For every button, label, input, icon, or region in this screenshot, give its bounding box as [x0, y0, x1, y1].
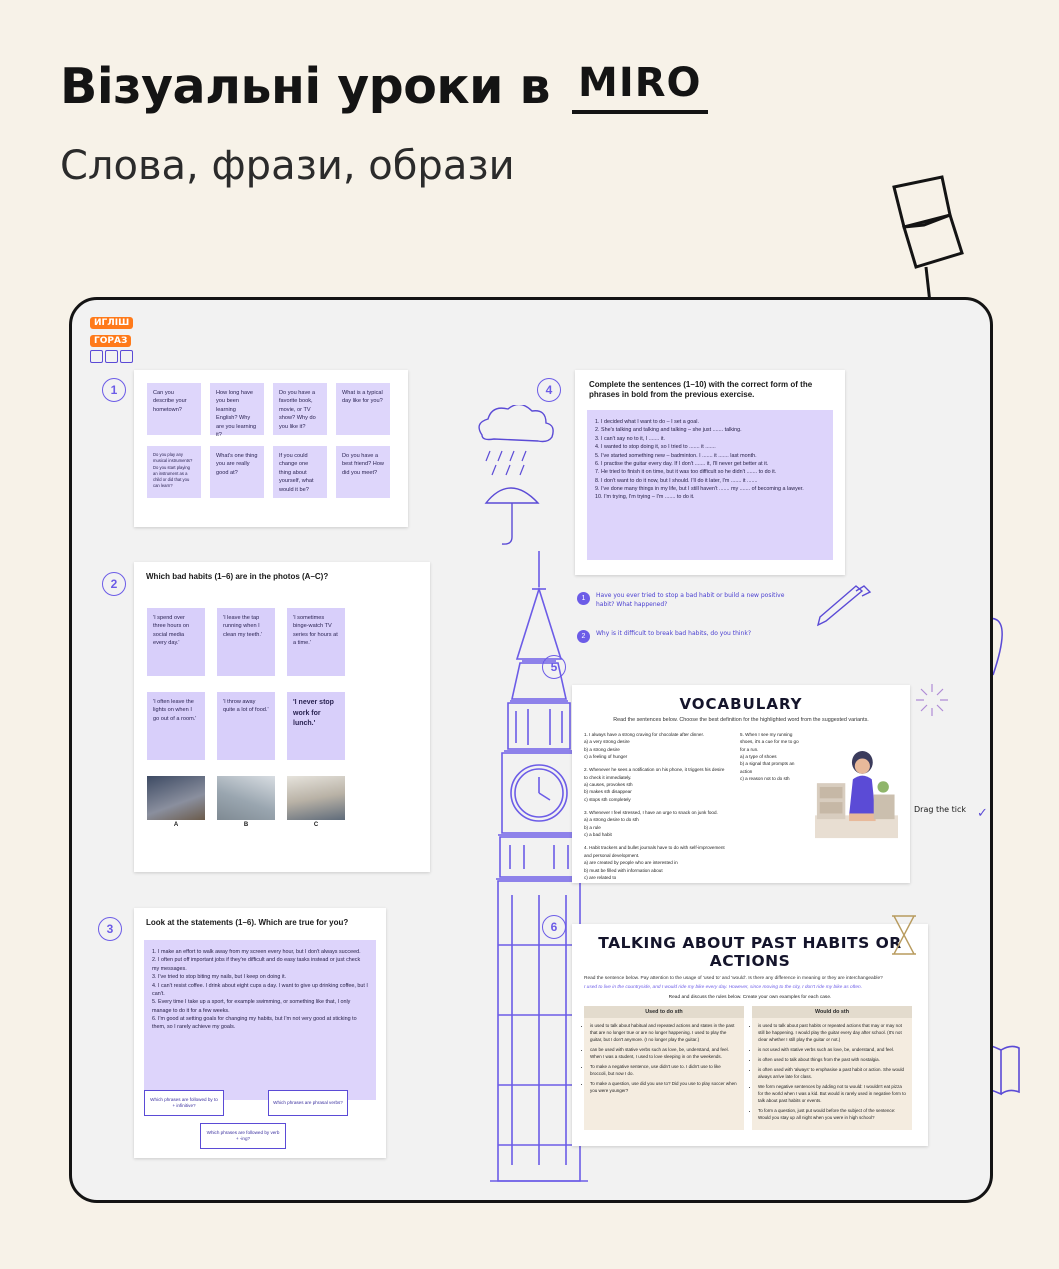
- statement-item: 1. I make an effort to walk away from my screen every hour, but I don't always succeed.: [152, 949, 361, 955]
- statement-item: 4. I can't resist coffee. I drink about eight cups a day. I want to give up drinking coffee, but I can't.: [152, 982, 368, 997]
- vocabulary-illustration: [815, 731, 898, 841]
- photo-label-a: A: [173, 822, 179, 828]
- photo-label-b: B: [243, 822, 249, 828]
- question-bubble-1[interactable]: Which phrases are followed by to + infinitive?: [144, 1090, 224, 1116]
- sentence-item: 8. I don't want to do it now, but I should. I'll do it later, I'm ....... it .......: [595, 477, 758, 484]
- card-bad-habits[interactable]: [134, 562, 430, 872]
- photo-label-c: C: [313, 822, 319, 828]
- past-habits-instruction: Read and discuss the rules below. Create your own examples for each case.: [668, 995, 832, 1000]
- logo-face-icon: [90, 350, 103, 363]
- umbrella-rain-doodle-icon: [470, 405, 560, 555]
- would-column: [752, 1006, 912, 1130]
- sentence-item: 1. I decided what I want to do – I set a goal.: [595, 419, 699, 425]
- rule-item: • To form a question, just put would before the subject of the sentence: Would you stay up all night when you were in high school?: [758, 1108, 906, 1122]
- rule-item: • is used to talk about habitual and repeated actions and states in the past that are no longer true or are no longer happening. I used to play the guitar, but I don't anymore. (I no longer play the guitar.): [590, 1023, 738, 1044]
- habit-photo-c: [287, 776, 345, 820]
- sentence-item: 9. I've done many things in my life, but I still haven't ....... my ....... of becoming a lawyer.: [595, 486, 804, 492]
- board-logo: [90, 312, 162, 356]
- sticky-note[interactable]: 'I often leave the lights on when I go out of a room.': [147, 692, 205, 760]
- vocabulary-title: VOCABULARY: [679, 695, 803, 713]
- vocab-question: 3. Whenever I feel stressed, I have an urge to snack on junk food.: [584, 810, 718, 816]
- card-complete-title: Complete the sentences (1–10) with the correct form of the phrases in bold from the previous exercise.: [589, 380, 813, 399]
- sticky-note[interactable]: What's one thing you are really good at?: [210, 446, 264, 498]
- vocab-option[interactable]: b) a strong desire: [584, 746, 620, 752]
- habit-photo-a: [147, 776, 205, 820]
- vocab-option[interactable]: b) a rule: [584, 824, 601, 830]
- hourglass-doodle-icon: [884, 910, 924, 960]
- would-column-header: Would do sth: [752, 1006, 912, 1018]
- logo-face-icon: [105, 350, 118, 363]
- sentence-item: 4. I wanted to stop doing it, so I tried to ....... it .......: [595, 444, 716, 451]
- sticky-note[interactable]: Do you play any musical instruments? Do you start playing an instrument as a child or did that you can learn?: [147, 446, 201, 498]
- statement-item: 3. I've tried to stop biting my nails, but I keep on doing it.: [152, 974, 287, 981]
- vocab-option[interactable]: a) are created by people who are interested in: [584, 860, 678, 866]
- miro-board-canvas[interactable]: [69, 297, 993, 1203]
- step-marker-1[interactable]: 1: [102, 378, 126, 402]
- complete-sentences-block: [587, 410, 833, 560]
- vocabulary-subtitle: Read the sentences below. Choose the best definition for the highlighted word from the suggested variants.: [613, 717, 869, 723]
- used-to-column-header: Used to do sth: [584, 1006, 744, 1018]
- logo-face-icon: [120, 350, 133, 363]
- discussion-question-text: Why is it difficult to break bad habits, do you think?: [596, 630, 752, 637]
- statement-item: 5. Every time I take up a sport, for example swimming, or something like that, I only manage to do it for a few weeks.: [152, 999, 351, 1014]
- vocab-question: 4. Habit trackers and bullet journals have to do with self-improvement and personal development.: [584, 845, 725, 858]
- question-number-badge: 2: [577, 630, 590, 643]
- vocab-question: 5. When I see my running shoes, it's a cue for me to go for a run.: [740, 732, 799, 752]
- statement-item: 2. I often put off important jobs if they're difficult and do easy tasks instead or just check my messages.: [152, 957, 361, 972]
- discussion-question-text: Have you ever tried to stop a bad habit or build a new positive habit? What happened?: [596, 592, 785, 608]
- statements-text-block: [144, 940, 376, 1100]
- question-bubble-2[interactable]: Which phrases are phrasal verbs?: [268, 1090, 348, 1116]
- question-bubble-3[interactable]: Which phrases are followed by verb + -ing?: [200, 1123, 286, 1149]
- sticky-note[interactable]: Do you have a favorite book, movie, or TV show? Why do you like it?: [273, 383, 327, 435]
- vocab-option[interactable]: c) a reason not to do sth: [740, 776, 790, 782]
- used-to-column: [584, 1006, 744, 1130]
- sticky-note[interactable]: How long have you been learning English? Why are you learning it?: [210, 383, 264, 435]
- rule-item: • To make a question, use did you use to? Did you use to play soccer when you were younger?: [590, 1081, 738, 1095]
- page-header: [60, 58, 1000, 189]
- vocab-option[interactable]: c) are related to: [584, 874, 617, 880]
- sticky-note[interactable]: Do you have a best friend? How did you meet?: [336, 446, 390, 498]
- discussion-question-1: [577, 592, 797, 609]
- past-habits-intro: Read the sentence below. Pay attention to the usage of 'used to' and 'would'. Is there any difference in meaning or they are interchangeable?: [584, 976, 883, 981]
- rule-item: • is often used with 'always' to emphasise a past habit or action. She would always arrive late for class.: [758, 1067, 906, 1081]
- vocab-question: 2. Whenever he sees a notification on his phone, it triggers his desire to check it immediately.: [584, 767, 725, 780]
- vocabulary-left-column: [584, 731, 726, 881]
- question-number-badge: 1: [577, 592, 590, 605]
- card-statements-title: Look at the statements (1–6). Which are true for you?: [146, 918, 349, 927]
- vocab-option[interactable]: a) causes, provokes sth: [584, 782, 633, 788]
- past-habits-example: I used to live in the countryside, and I would ride my bike every day. However, since moving to the city, I don't ride my bike as often.: [584, 985, 863, 990]
- sentence-item: 7. He tried to finish it on time, but it was too difficult so he didn't ....... to do it.: [595, 469, 777, 476]
- card-bad-habits-title: Which bad habits (1–6) are in the photos (A–C)?: [146, 572, 329, 581]
- page-subtitle: Слова, фрази, образи: [60, 143, 515, 189]
- vocab-option[interactable]: b) makes sth disappear: [584, 789, 632, 795]
- vocab-option[interactable]: b) a signal that prompts an action: [740, 761, 795, 774]
- rule-item: • We form negative sentences by adding not to would: I wouldn't eat pizza for the world when I was a kid. But would is rarely used in negative form to talk about past habits or events.: [758, 1084, 906, 1105]
- tick-icon[interactable]: ✓: [977, 805, 988, 820]
- rule-item: • is used to talk about past habits or repeated actions that may or may not still be happening. I would play the guitar every day after school. (It's not clear whether I still play the guitar or not.): [758, 1023, 906, 1044]
- vocab-option[interactable]: c) stops sth completely: [584, 796, 631, 802]
- pencil-doodle-icon: [812, 585, 872, 633]
- vocab-option[interactable]: a) a very strong desire: [584, 739, 630, 745]
- step-marker-4[interactable]: 4: [537, 378, 561, 402]
- statement-item: 6. I'm good at setting goals for changing my habits, but I'm not very good at sticking to them, so I rarely achieve my goals.: [152, 1016, 357, 1031]
- sticky-note[interactable]: If you could change one thing about yourself, what would it be?: [273, 446, 327, 498]
- board-logo-line1: ИГЛІШ: [90, 317, 133, 329]
- rule-item: • is not used with stative verbs such as love, be, understand, and feel.: [758, 1047, 906, 1054]
- discussion-question-2: [577, 630, 797, 643]
- sentence-item: 10. I'm trying, I'm trying – I'm ....... to do it.: [595, 494, 695, 501]
- vocab-option[interactable]: b) must be filled with information about: [584, 867, 663, 873]
- sentence-item: 2. She's talking and talking and talking – she just ....... talking.: [595, 427, 742, 434]
- sentence-item: 3. I can't say no to it, I ....... it.: [595, 435, 665, 442]
- sticky-note[interactable]: 'I leave the tap running when I clean my teeth.': [217, 608, 275, 676]
- sticky-note[interactable]: 'I sometimes binge-watch TV series for hours at a time.': [287, 608, 345, 676]
- rule-item: • To make a negative sentence, use didn't use to. I didn't use to like broccoli, but now I do.: [590, 1064, 738, 1078]
- card-complete-sentences[interactable]: [575, 370, 845, 575]
- step-marker-2[interactable]: 2: [102, 572, 126, 596]
- sentence-item: 5. I've started something new – badminton. I ....... it ....... last month.: [595, 452, 757, 459]
- drag-the-tick-label: Drag the tick: [914, 805, 967, 814]
- card-questions[interactable]: [134, 370, 408, 527]
- card-vocabulary[interactable]: [572, 685, 910, 883]
- vocab-option[interactable]: c) a bad habit: [584, 832, 612, 838]
- step-marker-3[interactable]: 3: [98, 917, 122, 941]
- sticky-note[interactable]: 'I throw away quite a lot of food.': [217, 692, 275, 760]
- past-habits-title: TALKING ABOUT PAST HABITS OR ACTIONS: [598, 934, 902, 970]
- vocab-option[interactable]: a) a type of shoes: [740, 754, 777, 760]
- page-title: Візуальні уроки в: [60, 58, 551, 115]
- card-past-habits[interactable]: [572, 924, 928, 1146]
- sun-doodle-icon: [912, 680, 952, 720]
- sticky-note[interactable]: What is a typical day like for you?: [336, 383, 390, 435]
- vocabulary-right-column: [740, 731, 801, 881]
- push-pin-icon: [864, 175, 984, 305]
- board-logo-line2: ГОРАЗ: [90, 335, 131, 347]
- vocab-question: 1. I always have a strong craving for chocolate after dinner.: [584, 732, 705, 737]
- miro-brand-label: MIRO: [572, 60, 708, 114]
- step-marker-6[interactable]: 6: [542, 915, 566, 939]
- sticky-note[interactable]: Can you describe your hometown?: [147, 383, 201, 435]
- step-marker-5[interactable]: 5: [542, 655, 566, 679]
- sticky-note[interactable]: 'I never stop work for lunch.': [287, 692, 345, 760]
- sentence-item: 6. I practise the guitar every day. If I don't ....... it, I'll never get better at it.: [595, 460, 769, 467]
- habit-photo-b: [217, 776, 275, 820]
- rule-item: • can be used with stative verbs such as love, be, understand, and feel. When I was a student, I used to love sleeping in on the weekends.: [590, 1047, 738, 1061]
- card-statements[interactable]: [134, 908, 386, 1158]
- vocab-option[interactable]: c) a feeling of hunger: [584, 754, 628, 760]
- rule-item: • is often used to talk about things from the past with nostalgia.: [758, 1057, 906, 1064]
- vocab-option[interactable]: a) a strong desire to do sth: [584, 817, 639, 823]
- sticky-note[interactable]: 'I spend over three hours on social media every day.': [147, 608, 205, 676]
